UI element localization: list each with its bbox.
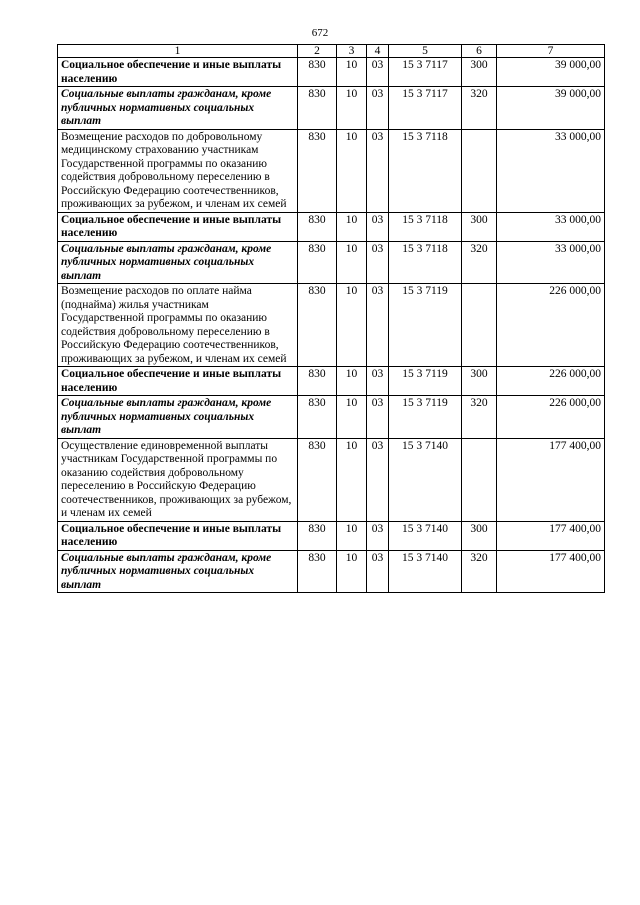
cell-ministry-code: 830	[298, 58, 337, 87]
cell-expense-type: 300	[462, 521, 497, 550]
cell-expense-type: 320	[462, 396, 497, 439]
cell-amount: 33 000,00	[497, 241, 605, 284]
column-header-2: 2	[298, 45, 337, 58]
cell-target-article: 15 3 7118	[389, 129, 462, 212]
row-description: Социальное обеспечение и иные выплаты населению	[58, 58, 298, 87]
column-header-3: 3	[337, 45, 367, 58]
cell-section: 10	[337, 367, 367, 396]
row-description: Осуществление единовременной выплаты участникам Государственной программы по оказанию содействия добровольному переселению в Российскую Федерацию соотечественников, проживающих за рубежом, и членам их семей	[58, 438, 298, 521]
cell-section: 10	[337, 241, 367, 284]
cell-subsection: 03	[367, 396, 389, 439]
table-body	[58, 58, 605, 593]
cell-amount: 226 000,00	[497, 367, 605, 396]
table-row	[58, 550, 605, 593]
cell-subsection: 03	[367, 87, 389, 130]
header-row	[58, 45, 605, 58]
cell-ministry-code: 830	[298, 521, 337, 550]
row-description: Социальные выплаты гражданам, кроме публичных нормативных социальных выплат	[58, 396, 298, 439]
cell-subsection: 03	[367, 284, 389, 367]
cell-amount: 226 000,00	[497, 396, 605, 439]
cell-ministry-code: 830	[298, 438, 337, 521]
row-description: Социальное обеспечение и иные выплаты населению	[58, 367, 298, 396]
table-row	[58, 58, 605, 87]
row-description: Социальные выплаты гражданам, кроме публичных нормативных социальных выплат	[58, 241, 298, 284]
table-row	[58, 284, 605, 367]
cell-target-article: 15 3 7118	[389, 241, 462, 284]
cell-amount: 33 000,00	[497, 212, 605, 241]
cell-amount: 226 000,00	[497, 284, 605, 367]
cell-section: 10	[337, 284, 367, 367]
cell-subsection: 03	[367, 129, 389, 212]
table-row	[58, 367, 605, 396]
cell-target-article: 15 3 7118	[389, 212, 462, 241]
cell-expense-type: 320	[462, 241, 497, 284]
cell-subsection: 03	[367, 367, 389, 396]
column-header-6: 6	[462, 45, 497, 58]
cell-subsection: 03	[367, 521, 389, 550]
cell-section: 10	[337, 129, 367, 212]
cell-section: 10	[337, 550, 367, 593]
row-description: Возмещение расходов по оплате найма (поднайма) жилья участникам Государственной программы по оказанию содействия добровольному переселению в Российскую Федерацию соотечественников, проживающих за рубежом, и членам их семей	[58, 284, 298, 367]
cell-expense-type	[462, 438, 497, 521]
row-description: Социальное обеспечение и иные выплаты населению	[58, 212, 298, 241]
page-number: 672	[311, 27, 329, 39]
table-row	[58, 129, 605, 212]
cell-target-article: 15 3 7117	[389, 58, 462, 87]
cell-expense-type: 320	[462, 87, 497, 130]
cell-ministry-code: 830	[298, 87, 337, 130]
cell-ministry-code: 830	[298, 212, 337, 241]
cell-target-article: 15 3 7140	[389, 438, 462, 521]
cell-target-article: 15 3 7140	[389, 521, 462, 550]
cell-amount: 177 400,00	[497, 521, 605, 550]
cell-expense-type	[462, 129, 497, 212]
table-row	[58, 521, 605, 550]
table-row	[58, 87, 605, 130]
cell-subsection: 03	[367, 241, 389, 284]
cell-target-article: 15 3 7119	[389, 367, 462, 396]
cell-section: 10	[337, 87, 367, 130]
table-row	[58, 241, 605, 284]
cell-target-article: 15 3 7117	[389, 87, 462, 130]
cell-ministry-code: 830	[298, 550, 337, 593]
budget-table	[57, 44, 605, 593]
table-row	[58, 438, 605, 521]
cell-section: 10	[337, 396, 367, 439]
cell-section: 10	[337, 58, 367, 87]
cell-expense-type: 300	[462, 367, 497, 396]
column-header-4: 4	[367, 45, 389, 58]
cell-subsection: 03	[367, 438, 389, 521]
cell-ministry-code: 830	[298, 129, 337, 212]
cell-ministry-code: 830	[298, 284, 337, 367]
table-row	[58, 396, 605, 439]
cell-amount: 33 000,00	[497, 129, 605, 212]
cell-ministry-code: 830	[298, 241, 337, 284]
cell-expense-type: 300	[462, 212, 497, 241]
row-description: Социальные выплаты гражданам, кроме публичных нормативных социальных выплат	[58, 87, 298, 130]
cell-section: 10	[337, 521, 367, 550]
cell-subsection: 03	[367, 58, 389, 87]
row-description: Социальное обеспечение и иные выплаты населению	[58, 521, 298, 550]
cell-amount: 177 400,00	[497, 550, 605, 593]
cell-expense-type: 320	[462, 550, 497, 593]
column-header-5: 5	[389, 45, 462, 58]
cell-amount: 177 400,00	[497, 438, 605, 521]
cell-amount: 39 000,00	[497, 87, 605, 130]
cell-subsection: 03	[367, 550, 389, 593]
cell-target-article: 15 3 7119	[389, 396, 462, 439]
cell-section: 10	[337, 438, 367, 521]
row-description: Возмещение расходов по добровольному медицинскому страхованию участникам Государственной программы по оказанию содействия добровольному переселению в Российскую Федерацию соотечественников, проживающих за рубежом, и членам их семей	[58, 129, 298, 212]
column-header-1: 1	[58, 45, 298, 58]
cell-section: 10	[337, 212, 367, 241]
row-description: Социальные выплаты гражданам, кроме публичных нормативных социальных выплат	[58, 550, 298, 593]
column-header-7: 7	[497, 45, 605, 58]
cell-ministry-code: 830	[298, 367, 337, 396]
cell-expense-type: 300	[462, 58, 497, 87]
cell-target-article: 15 3 7119	[389, 284, 462, 367]
cell-ministry-code: 830	[298, 396, 337, 439]
cell-expense-type	[462, 284, 497, 367]
cell-target-article: 15 3 7140	[389, 550, 462, 593]
cell-amount: 39 000,00	[497, 58, 605, 87]
table-row	[58, 212, 605, 241]
cell-subsection: 03	[367, 212, 389, 241]
